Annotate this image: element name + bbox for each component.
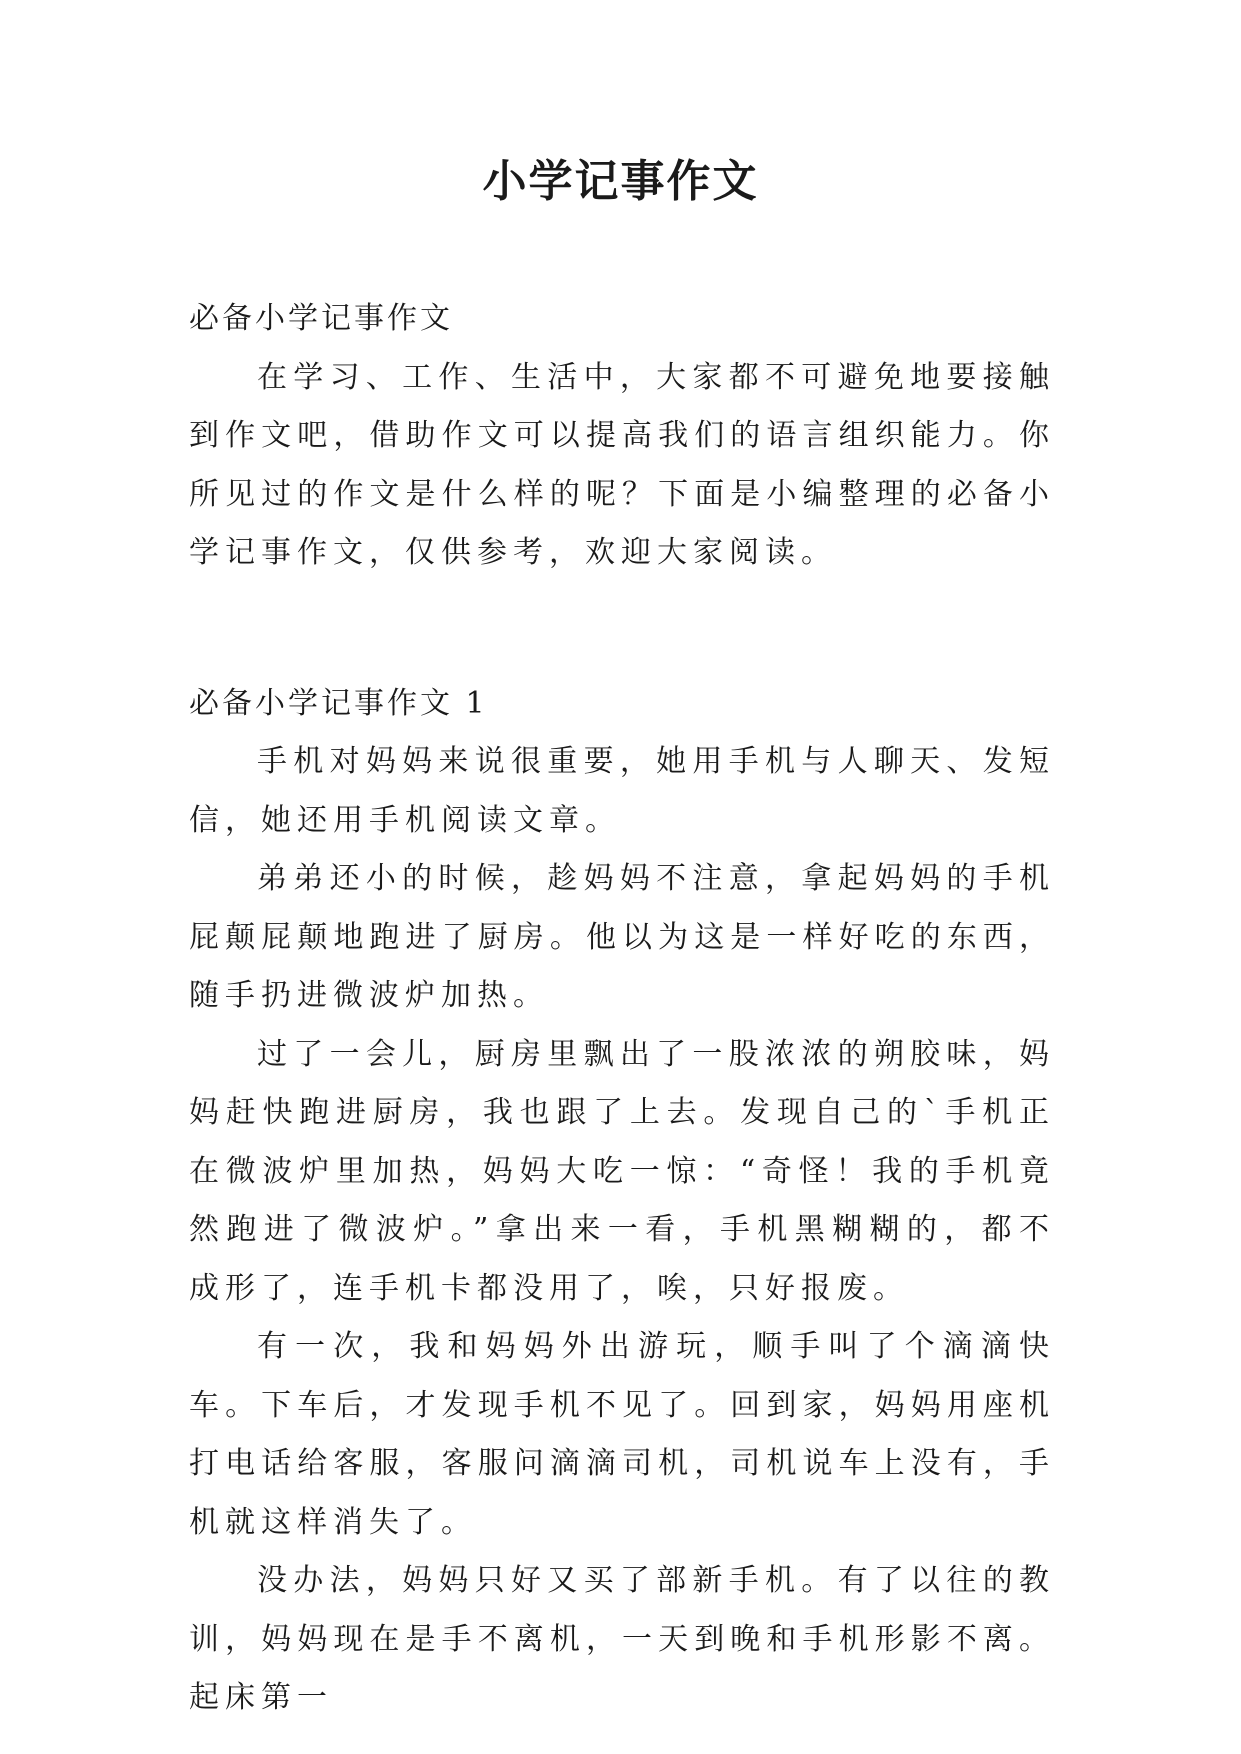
intro-paragraph: 在学习、工作、生活中，大家都不可避免地要接触到作文吧，借助作文可以提高我们的语言组织能力。你所见过的作文是什么样的呢？下面是小编整理的必备小学记事作文，仅供参考，欢迎大家阅读。 (189, 359, 1055, 570)
essay-1-paragraph: 没办法，妈妈只好又买了部新手机。有了以往的教训，妈妈现在是手不离机，一天到晚和手机形影不离。起床第一 (189, 1563, 1055, 1715)
essay-1-paragraph: 过了一会儿，厨房里飘出了一股浓浓的朔胶味，妈妈赶快跑进厨房，我也跟了上去。发现自己的`手机正在微波炉里加热，妈妈大吃一惊：“奇怪！我的手机竟然跑进了微波炉。”拿出来一看，手机黑糊糊的，都不成形了，连手机卡都没用了，唉，只好报废。 (189, 1036, 1055, 1306)
section-gap (189, 583, 1055, 675)
essay-1-paragraph: 手机对妈妈来说很重要，她用手机与人聊天、发短信，她还用手机阅读文章。 (189, 744, 1055, 838)
essay-1-heading: 必备小学记事作文 1 (189, 685, 488, 721)
essay-1-paragraph: 有一次，我和妈妈外出游玩，顺手叫了个滴滴快车。下车后，才发现手机不见了。回到家，妈妈用座机打电话给客服，客服问滴滴司机，司机说车上没有，手机就这样消失了。 (189, 1329, 1055, 1540)
intro-heading: 必备小学记事作文 (189, 301, 453, 336)
document-title: 小学记事作文 (482, 156, 759, 207)
document-body (189, 290, 1055, 1728)
essay-1-paragraph: 弟弟还小的时候，趁妈妈不注意，拿起妈妈的手机屁颠屁颠地跑进了厨房。他以为这是一样好吃的东西，随手扔进微波炉加热。 (189, 861, 1055, 1013)
